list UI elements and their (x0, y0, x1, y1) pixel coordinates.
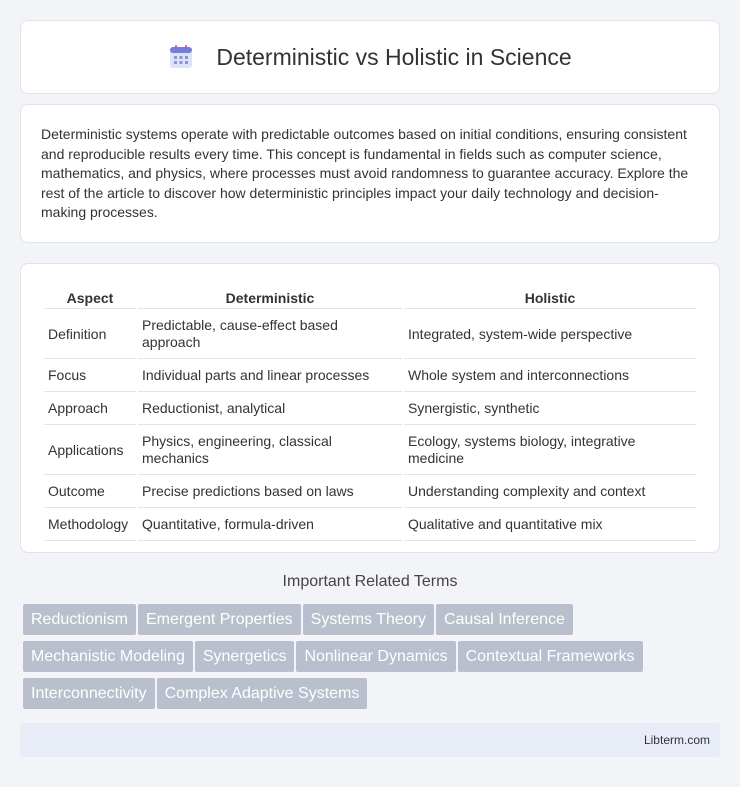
table-row (44, 361, 696, 392)
cell-aspect: Methodology (44, 510, 136, 541)
table-row (44, 477, 696, 508)
cell-deterministic: Physics, engineering, classical mechanics (138, 427, 402, 475)
cell-aspect: Applications (44, 427, 136, 475)
term-tag[interactable]: Interconnectivity (23, 678, 155, 709)
term-tag[interactable]: Synergetics (195, 641, 295, 672)
term-tag[interactable]: Complex Adaptive Systems (157, 678, 368, 709)
table-header-row (44, 282, 696, 309)
header-aspect: Aspect (44, 282, 136, 309)
footer-site-link[interactable]: Libterm.com (643, 733, 710, 747)
calendar-icon (168, 44, 194, 70)
cell-aspect: Approach (44, 394, 136, 425)
cell-holistic: Whole system and interconnections (404, 361, 696, 392)
cell-deterministic: Quantitative, formula-driven (138, 510, 402, 541)
cell-aspect: Outcome (44, 477, 136, 508)
term-tag[interactable]: Contextual Frameworks (458, 641, 643, 672)
header-deterministic: Deterministic (138, 282, 402, 309)
intro-card (20, 104, 720, 243)
table-row (44, 427, 696, 475)
term-tag[interactable]: Nonlinear Dynamics (296, 641, 455, 672)
cell-deterministic: Precise predictions based on laws (138, 477, 402, 508)
term-tag[interactable]: Causal Inference (436, 604, 573, 635)
table-row (44, 510, 696, 541)
cell-holistic: Qualitative and quantitative mix (404, 510, 696, 541)
cell-deterministic: Individual parts and linear processes (138, 361, 402, 392)
cell-holistic: Understanding complexity and context (404, 477, 696, 508)
cell-holistic: Synergistic, synthetic (404, 394, 696, 425)
term-tag[interactable]: Mechanistic Modeling (23, 641, 193, 672)
intro-text: Deterministic systems operate with predictable outcomes based on initial conditions, ensuring consistent and reproducible results every time. This concept is fundamental in fields such as computer science, mathematics, and physics, where processes must avoid randomness to guarantee accuracy. Explore the rest of the article to discover how deterministic principles impact your daily technology and decision-making processes. (41, 126, 689, 221)
page-title: Deterministic vs Holistic in Science (216, 43, 572, 70)
term-tag[interactable]: Emergent Properties (138, 604, 301, 635)
header-holistic: Holistic (404, 282, 696, 309)
cell-aspect: Definition (44, 311, 136, 359)
cell-aspect: Focus (44, 361, 136, 392)
header-card (20, 20, 720, 94)
term-tag[interactable]: Systems Theory (303, 604, 434, 635)
footer (20, 723, 720, 757)
cell-deterministic: Reductionist, analytical (138, 394, 402, 425)
cell-holistic: Integrated, system-wide perspective (404, 311, 696, 359)
related-terms-list (23, 604, 723, 715)
comparison-table-card (20, 263, 720, 553)
cell-deterministic: Predictable, cause-effect based approach (138, 311, 402, 359)
related-terms-title: Important Related Terms (282, 573, 458, 590)
cell-holistic: Ecology, systems biology, integrative medicine (404, 427, 696, 475)
term-tag[interactable]: Reductionism (23, 604, 136, 635)
table-row (44, 311, 696, 359)
comparison-table (42, 280, 698, 543)
table-row (44, 394, 696, 425)
